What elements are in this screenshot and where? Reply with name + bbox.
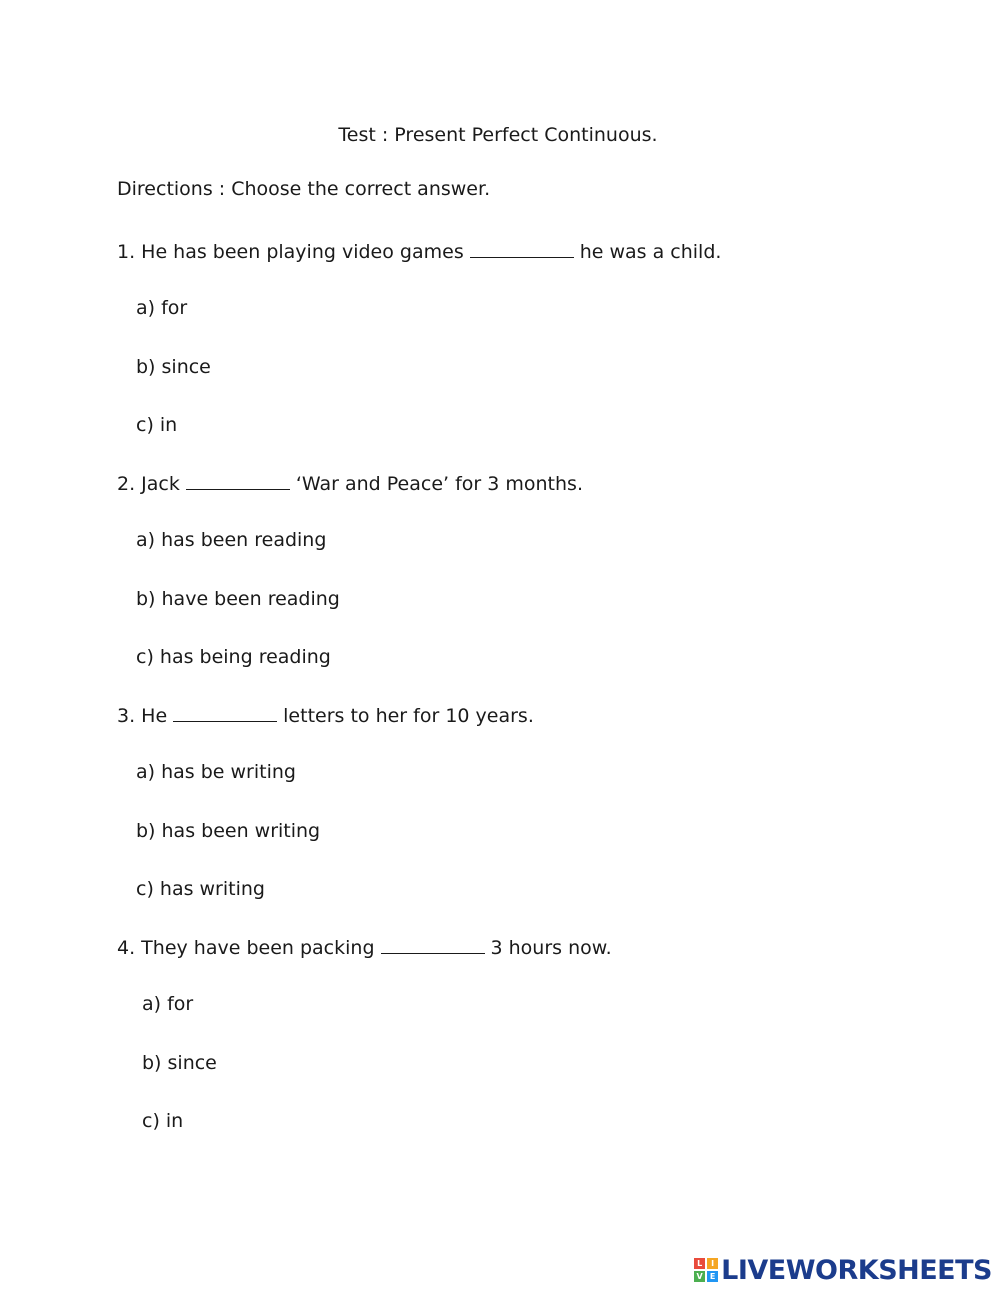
logo-icon-letter-e: E xyxy=(707,1271,718,1282)
question-3-blank xyxy=(173,703,277,722)
question-2 xyxy=(117,471,583,496)
liveworksheets-logo-text: LIVEWORKSHEETS xyxy=(721,1254,992,1286)
question-2-option-a[interactable]: a) has been reading xyxy=(136,529,327,551)
question-4-text-before: 4. They have been packing xyxy=(117,937,375,959)
question-4-option-b[interactable]: b) since xyxy=(142,1052,217,1074)
question-3-text-before: 3. He xyxy=(117,705,168,727)
question-3-option-c[interactable]: c) has writing xyxy=(136,878,265,900)
question-1-option-a[interactable]: a) for xyxy=(136,297,188,319)
question-3 xyxy=(117,703,534,728)
question-3-option-a[interactable]: a) has be writing xyxy=(136,761,296,783)
question-4-option-c[interactable]: c) in xyxy=(142,1110,184,1132)
question-1-option-b[interactable]: b) since xyxy=(136,356,211,378)
logo-icon-letter-v: V xyxy=(694,1271,705,1282)
directions-text: Directions : Choose the correct answer. xyxy=(117,178,491,200)
question-4-option-a[interactable]: a) for xyxy=(142,993,194,1015)
worksheet-title: Test : Present Perfect Continuous. xyxy=(338,124,658,146)
question-3-text-after: letters to her for 10 years. xyxy=(283,705,534,727)
question-4-text-after: 3 hours now. xyxy=(490,937,612,959)
question-3-option-b[interactable]: b) has been writing xyxy=(136,820,321,842)
question-4 xyxy=(117,935,612,960)
question-2-text-after: ‘War and Peace’ for 3 months. xyxy=(295,473,583,495)
question-1-blank xyxy=(470,239,574,258)
question-2-blank xyxy=(186,471,290,490)
question-4-blank xyxy=(381,935,485,954)
question-2-option-c[interactable]: c) has being reading xyxy=(136,646,331,668)
question-1 xyxy=(117,239,721,264)
liveworksheets-logo xyxy=(694,1254,992,1286)
logo-icon-letter-l: L xyxy=(694,1258,705,1269)
question-1-text-before: 1. He has been playing video games xyxy=(117,241,464,263)
question-1-option-c[interactable]: c) in xyxy=(136,414,178,436)
liveworksheets-logo-icon xyxy=(694,1258,718,1282)
question-1-text-after: he was a child. xyxy=(579,241,722,263)
question-2-option-b[interactable]: b) have been reading xyxy=(136,588,340,610)
question-2-text-before: 2. Jack xyxy=(117,473,180,495)
logo-icon-letter-i: I xyxy=(707,1258,718,1269)
